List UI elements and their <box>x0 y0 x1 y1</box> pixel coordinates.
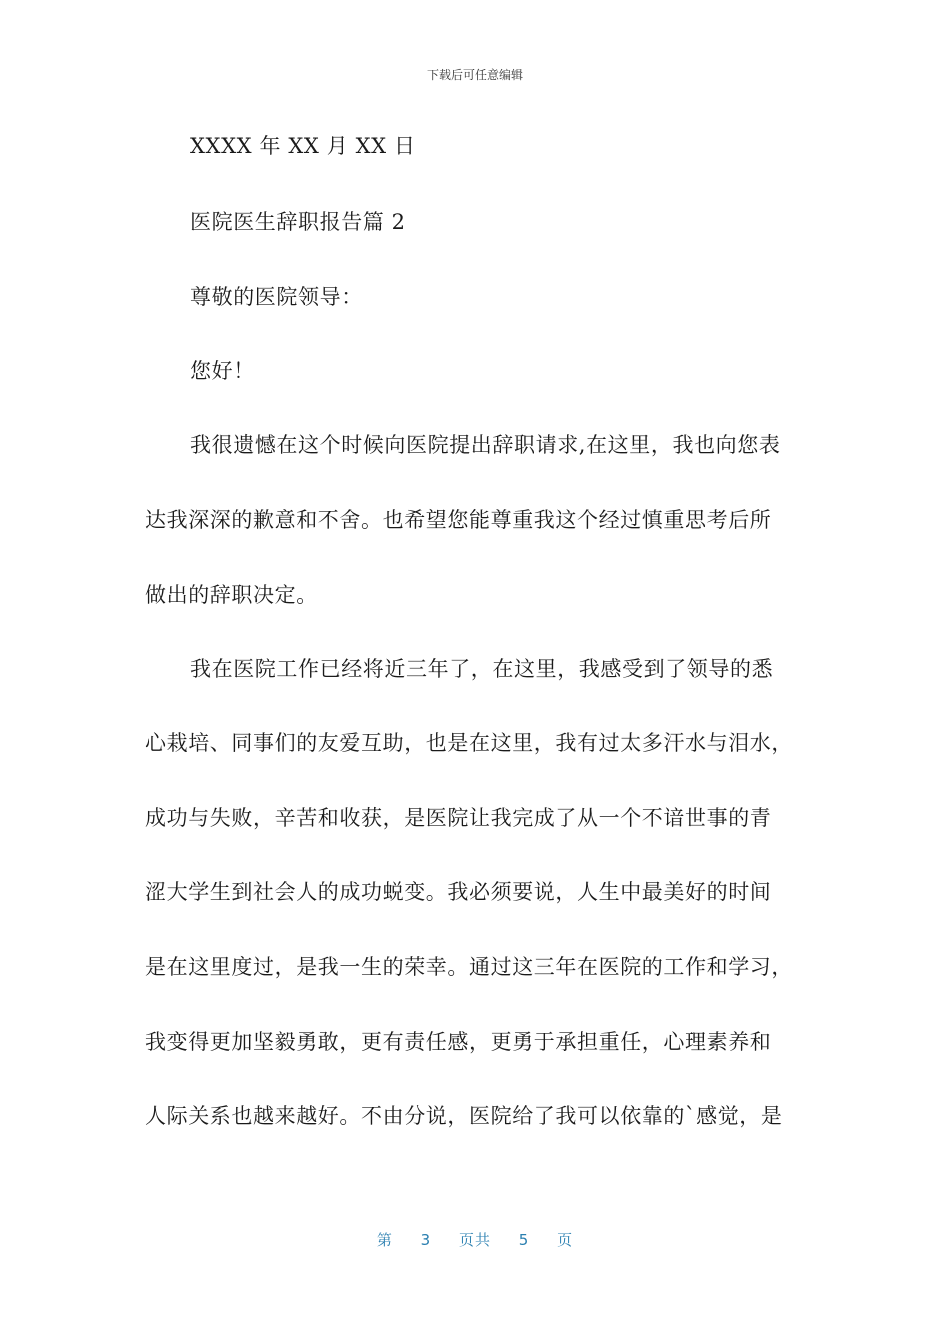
paragraph2-line: 是在这里度过，是我一生的荣幸。通过这三年在医院的工作和学习， <box>145 955 793 979</box>
paragraph2-line: 我在医院工作已经将近三年了，在这里，我感受到了领导的悉 <box>190 657 774 681</box>
paragraph2-line: 心栽培、同事们的友爱互助，也是在这里，我有过太多汗水与泪水， <box>145 731 793 755</box>
paragraph1-line: 做出的辞职决定。 <box>145 583 318 607</box>
footer-page-total-word: 页共 <box>458 1231 491 1249</box>
footer-current-page: 3 <box>420 1231 432 1249</box>
paragraph2-line: 成功与失败，辛苦和收获，是医院让我完成了从一个不谙世事的青 <box>145 806 772 830</box>
paragraph2-line: 人际关系也越来越好。不由分说，医院给了我可以依靠的`感觉，是 <box>145 1104 783 1128</box>
paragraph1-line: 达我深深的歉意和不舍。也希望您能尊重我这个经过慎重思考后所 <box>145 508 772 532</box>
footer-page-word: 第 <box>376 1231 393 1249</box>
header-note: 下载后可任意编辑 <box>426 68 523 82</box>
paragraph1-line: 我很遗憾在这个时候向医院提出辞职请求,在这里，我也向您表 <box>190 433 781 457</box>
footer-total-pages: 5 <box>518 1231 530 1249</box>
paragraph2-line: 涩大学生到社会人的成功蜕变。我必须要说，人生中最美好的时间 <box>145 880 772 904</box>
page-footer <box>0 1229 950 1250</box>
section-title: 医院医生辞职报告篇 2 <box>190 210 406 234</box>
footer-page-end-word: 页 <box>557 1231 574 1249</box>
date-line: XXXX 年 XX 月 XX 日 <box>190 134 416 158</box>
greeting: 您好！ <box>190 359 255 383</box>
salutation: 尊敬的医院领导： <box>190 285 363 309</box>
paragraph2-line: 我变得更加坚毅勇敢，更有责任感，更勇于承担重任，心理素养和 <box>145 1030 772 1054</box>
